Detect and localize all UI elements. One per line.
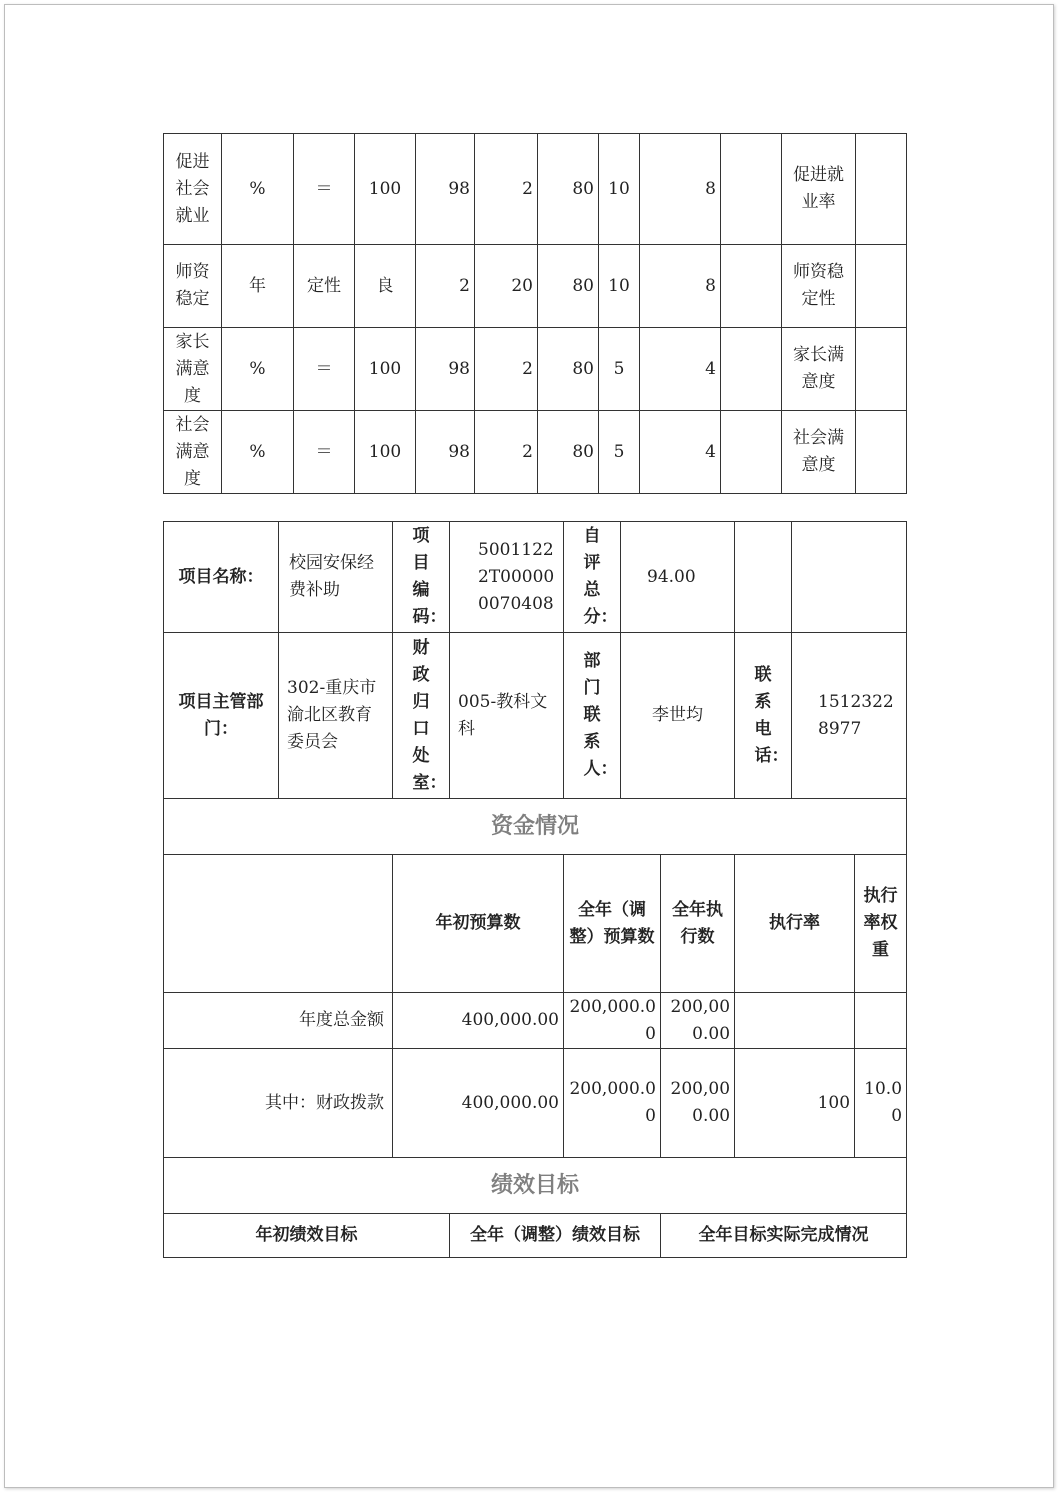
- contact-label: [564, 633, 621, 799]
- project-row-1: [164, 522, 907, 633]
- project-table: [163, 521, 907, 1258]
- performance-header-adjusted: 全年（调整）绩效目标: [450, 1214, 661, 1258]
- indicator-extra: [856, 134, 907, 245]
- indicator-name: 社会满意度: [164, 411, 222, 494]
- funds-section-row: [164, 799, 907, 855]
- indicator-description: 家长满意度: [782, 328, 856, 411]
- indicator-value: 80: [538, 411, 599, 494]
- funds-row-adjusted: 200,000.00: [564, 993, 661, 1049]
- indicator-actual: 98: [416, 328, 475, 411]
- performance-section-row: [164, 1158, 907, 1214]
- indicator-name: 师资稳定: [164, 245, 222, 328]
- indicator-extra: [856, 411, 907, 494]
- indicator-description: 社会满意度: [782, 411, 856, 494]
- funds-header-executed: 全年执行数: [661, 855, 735, 993]
- indicator-weight: 2: [475, 328, 538, 411]
- indicator-row: [164, 134, 907, 245]
- indicator-note: [721, 134, 782, 245]
- office-label-text: 财政归口处室：: [412, 637, 447, 793]
- indicator-actual: 2: [416, 245, 475, 328]
- funds-row-executed: 200,000.00: [661, 993, 735, 1049]
- funds-row-executed: 200,000.00: [661, 1049, 735, 1158]
- funds-header-weight: 执行率权重: [855, 855, 907, 993]
- funds-row-weight: 10.00: [855, 1049, 907, 1158]
- funds-row-label: 年度总金额: [164, 993, 393, 1049]
- funds-header-adjusted: 全年（调整）预算数: [564, 855, 661, 993]
- phone-label: [735, 633, 792, 799]
- project-code-label: [393, 522, 450, 633]
- indicator-value: 10: [599, 134, 640, 245]
- indicator-name: 家长满意度: [164, 328, 222, 411]
- indicator-extra: [856, 245, 907, 328]
- contact-value: 李世均: [621, 633, 735, 799]
- funds-header-rate: 执行率: [735, 855, 855, 993]
- funds-header-initial: 年初预算数: [393, 855, 564, 993]
- contact-label-text: 部门联系人：: [583, 651, 618, 779]
- indicator-score: 8: [640, 245, 721, 328]
- indicator-operator: ＝: [294, 411, 355, 494]
- funds-row-total: [164, 993, 907, 1049]
- indicator-name: 促进社会就业: [164, 134, 222, 245]
- indicator-value: 10: [599, 245, 640, 328]
- indicator-row: [164, 245, 907, 328]
- score-label-text: 自评总分：: [583, 526, 618, 627]
- indicator-score: 4: [640, 411, 721, 494]
- indicator-value: 80: [538, 328, 599, 411]
- performance-section-title: 绩效目标: [164, 1158, 907, 1214]
- indicator-score: 8: [640, 134, 721, 245]
- empty-cell: [735, 522, 792, 633]
- indicator-operator: 定性: [294, 245, 355, 328]
- indicator-actual: 98: [416, 411, 475, 494]
- office-value: 005-教科文科: [450, 633, 564, 799]
- indicator-weight: 2: [475, 134, 538, 245]
- indicator-target: 良: [355, 245, 416, 328]
- indicator-value: 5: [599, 328, 640, 411]
- indicator-value: 80: [538, 245, 599, 328]
- indicator-unit: 年: [222, 245, 294, 328]
- funds-row-label: 其中：财政拨款: [164, 1049, 393, 1158]
- indicator-extra: [856, 328, 907, 411]
- indicator-target: 100: [355, 328, 416, 411]
- indicator-note: [721, 245, 782, 328]
- office-label: [393, 633, 450, 799]
- performance-header-row: [164, 1214, 907, 1258]
- project-row-2: [164, 633, 907, 799]
- performance-header-actual: 全年目标实际完成情况: [661, 1214, 907, 1258]
- dept-label: 项目主管部门：: [164, 633, 279, 799]
- indicator-row: [164, 411, 907, 494]
- phone-label-text: 联系电话：: [754, 664, 789, 766]
- indicator-unit: %: [222, 134, 294, 245]
- indicator-note: [721, 411, 782, 494]
- indicator-operator: ＝: [294, 134, 355, 245]
- funds-row-initial: 400,000.00: [393, 993, 564, 1049]
- project-name-value: 校园安保经费补助: [279, 522, 393, 633]
- dept-value: 302-重庆市渝北区教育委员会: [279, 633, 393, 799]
- score-value: 94.00: [621, 522, 735, 633]
- indicator-description: 促进就业率: [782, 134, 856, 245]
- funds-row-weight: [855, 993, 907, 1049]
- indicator-weight: 2: [475, 411, 538, 494]
- indicator-table: [163, 133, 907, 494]
- project-code-value: 50011222T000000070408: [450, 522, 564, 633]
- phone-value: 15123228977: [792, 633, 907, 799]
- funds-row-initial: 400,000.00: [393, 1049, 564, 1158]
- indicator-unit: %: [222, 328, 294, 411]
- indicator-row: [164, 328, 907, 411]
- funds-header-row: [164, 855, 907, 993]
- indicator-actual: 98: [416, 134, 475, 245]
- project-code-label-text: 项目编码：: [412, 526, 447, 627]
- indicator-note: [721, 328, 782, 411]
- funds-row-rate: [735, 993, 855, 1049]
- indicator-operator: ＝: [294, 328, 355, 411]
- indicator-target: 100: [355, 411, 416, 494]
- performance-header-initial: 年初绩效目标: [164, 1214, 450, 1258]
- funds-row-rate: 100: [735, 1049, 855, 1158]
- indicator-target: 100: [355, 134, 416, 245]
- empty-cell: [164, 855, 393, 993]
- funds-section-title: 资金情况: [164, 799, 907, 855]
- empty-cell: [792, 522, 907, 633]
- funds-row-fiscal: [164, 1049, 907, 1158]
- funds-row-adjusted: 200,000.00: [564, 1049, 661, 1158]
- score-label: [564, 522, 621, 633]
- indicator-value: 5: [599, 411, 640, 494]
- indicator-score: 4: [640, 328, 721, 411]
- indicator-value: 80: [538, 134, 599, 245]
- indicator-unit: %: [222, 411, 294, 494]
- indicator-description: 师资稳定性: [782, 245, 856, 328]
- indicator-weight: 20: [475, 245, 538, 328]
- project-name-label: 项目名称：: [164, 522, 279, 633]
